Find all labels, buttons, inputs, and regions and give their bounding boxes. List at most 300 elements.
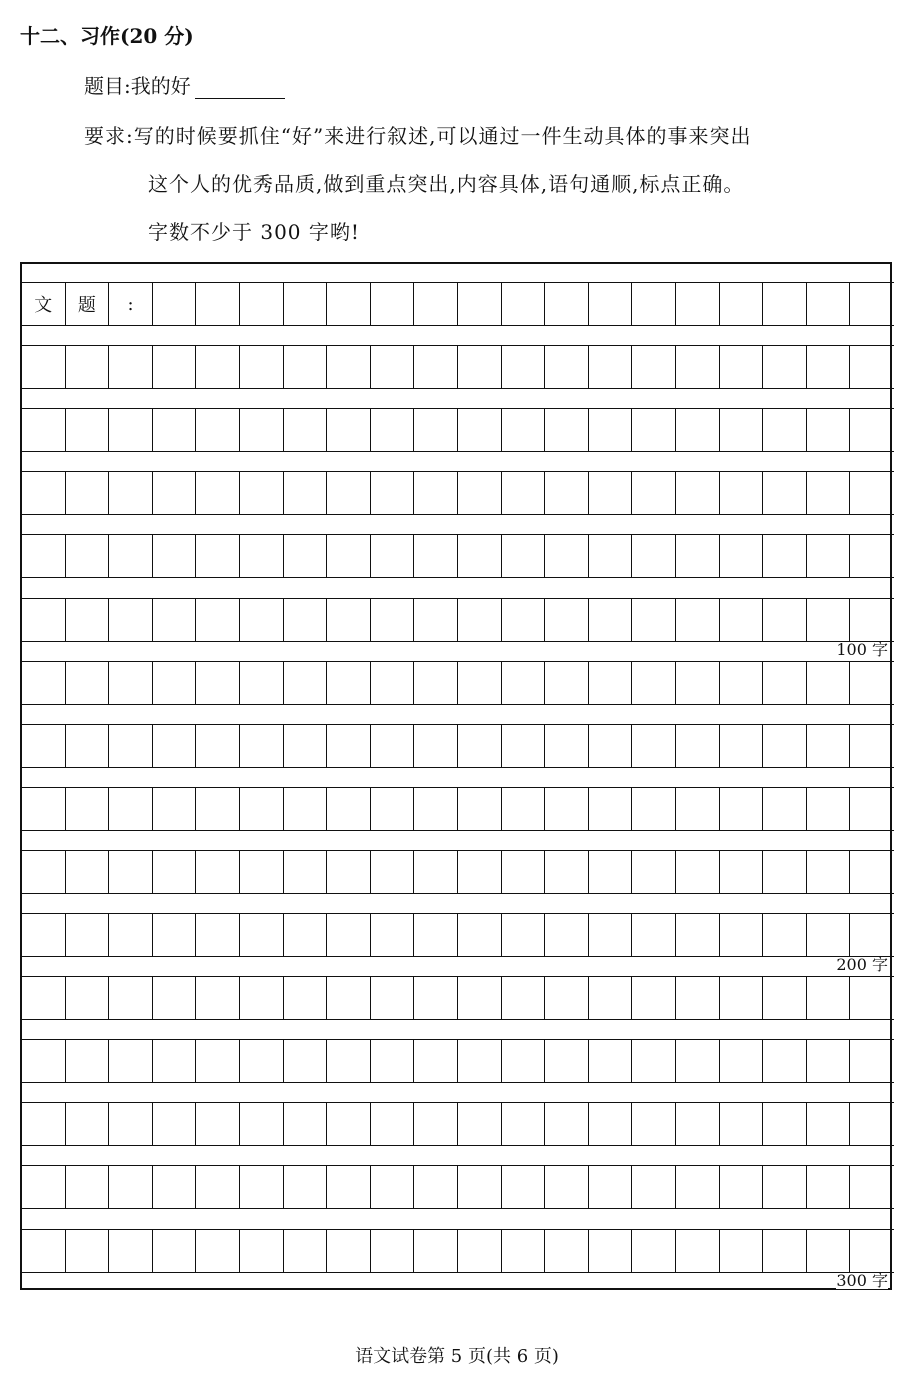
grid-cell[interactable] bbox=[720, 471, 764, 515]
grid-cell[interactable] bbox=[458, 408, 502, 452]
grid-cell[interactable] bbox=[22, 534, 66, 578]
grid-cell[interactable] bbox=[66, 661, 110, 705]
grid-cell[interactable] bbox=[458, 345, 502, 389]
grid-cell[interactable] bbox=[109, 724, 153, 768]
grid-cell[interactable] bbox=[850, 534, 894, 578]
grid-cell[interactable] bbox=[676, 724, 720, 768]
grid-cell[interactable] bbox=[153, 408, 197, 452]
grid-cell[interactable] bbox=[589, 1102, 633, 1146]
grid-cell[interactable] bbox=[720, 1229, 764, 1273]
grid-cell[interactable] bbox=[589, 724, 633, 768]
grid-cell[interactable] bbox=[850, 787, 894, 831]
grid-cell[interactable] bbox=[240, 787, 284, 831]
grid-cell[interactable] bbox=[458, 976, 502, 1020]
grid-cell[interactable] bbox=[589, 976, 633, 1020]
grid-cell[interactable] bbox=[763, 598, 807, 642]
grid-cell[interactable] bbox=[22, 408, 66, 452]
grid-cell[interactable] bbox=[240, 471, 284, 515]
grid-cell[interactable] bbox=[458, 1102, 502, 1146]
grid-cell[interactable] bbox=[763, 534, 807, 578]
grid-cell[interactable] bbox=[109, 408, 153, 452]
grid-cell[interactable] bbox=[676, 1229, 720, 1273]
grid-cell[interactable] bbox=[676, 534, 720, 578]
grid-cell[interactable] bbox=[850, 850, 894, 894]
grid-cell[interactable] bbox=[66, 850, 110, 894]
grid-cell[interactable] bbox=[327, 1102, 371, 1146]
grid-cell[interactable] bbox=[720, 787, 764, 831]
grid-cell[interactable] bbox=[109, 1165, 153, 1209]
grid-cell[interactable] bbox=[458, 282, 502, 326]
grid-cell[interactable]: : bbox=[109, 282, 153, 326]
grid-cell[interactable] bbox=[371, 976, 415, 1020]
grid-cell[interactable] bbox=[66, 345, 110, 389]
grid-cell[interactable] bbox=[284, 598, 328, 642]
grid-cell[interactable] bbox=[414, 408, 458, 452]
grid-cell[interactable] bbox=[720, 1039, 764, 1083]
grid-cell[interactable] bbox=[589, 661, 633, 705]
grid-cell[interactable] bbox=[284, 534, 328, 578]
grid-cell[interactable] bbox=[153, 598, 197, 642]
grid-cell[interactable] bbox=[545, 1165, 589, 1209]
grid-cell[interactable] bbox=[371, 471, 415, 515]
grid-cell[interactable]: 文 bbox=[22, 282, 66, 326]
grid-cell[interactable] bbox=[807, 598, 851, 642]
grid-cell[interactable] bbox=[589, 1165, 633, 1209]
grid-cell[interactable] bbox=[284, 976, 328, 1020]
grid-cell[interactable] bbox=[414, 345, 458, 389]
grid-cell[interactable] bbox=[153, 1039, 197, 1083]
grid-cell[interactable] bbox=[720, 534, 764, 578]
grid-cell[interactable] bbox=[414, 1039, 458, 1083]
grid-cell[interactable] bbox=[632, 1165, 676, 1209]
grid-cell[interactable] bbox=[240, 534, 284, 578]
grid-cell[interactable] bbox=[589, 913, 633, 957]
grid-cell[interactable] bbox=[807, 534, 851, 578]
grid-cell[interactable] bbox=[632, 598, 676, 642]
grid-cell[interactable] bbox=[240, 345, 284, 389]
grid-cell[interactable] bbox=[240, 1229, 284, 1273]
grid-cell[interactable] bbox=[458, 1165, 502, 1209]
grid-cell[interactable] bbox=[720, 408, 764, 452]
composition-grid[interactable] bbox=[20, 262, 892, 1290]
grid-cell[interactable] bbox=[589, 471, 633, 515]
grid-cell[interactable] bbox=[371, 724, 415, 768]
grid-cell[interactable] bbox=[807, 1229, 851, 1273]
grid-cell[interactable] bbox=[327, 471, 371, 515]
grid-cell[interactable] bbox=[850, 1102, 894, 1146]
grid-cell[interactable] bbox=[632, 913, 676, 957]
grid-cell[interactable] bbox=[589, 408, 633, 452]
grid-cell[interactable] bbox=[632, 724, 676, 768]
grid-cell[interactable] bbox=[807, 787, 851, 831]
grid-cell[interactable] bbox=[458, 787, 502, 831]
grid-cell[interactable] bbox=[763, 345, 807, 389]
grid-cell[interactable] bbox=[763, 282, 807, 326]
grid-cell[interactable] bbox=[371, 1039, 415, 1083]
grid-cell[interactable] bbox=[589, 1039, 633, 1083]
grid-cell[interactable] bbox=[807, 1039, 851, 1083]
grid-cell[interactable] bbox=[284, 471, 328, 515]
grid-cell[interactable] bbox=[763, 913, 807, 957]
grid-cell[interactable] bbox=[153, 1165, 197, 1209]
grid-cell[interactable] bbox=[22, 598, 66, 642]
grid-cell[interactable] bbox=[545, 976, 589, 1020]
grid-cell[interactable] bbox=[414, 661, 458, 705]
grid-cell[interactable] bbox=[676, 1039, 720, 1083]
grid-cell[interactable] bbox=[545, 1039, 589, 1083]
grid-cell[interactable] bbox=[153, 1229, 197, 1273]
grid-cell[interactable] bbox=[196, 787, 240, 831]
grid-cell[interactable] bbox=[327, 661, 371, 705]
grid-cell[interactable] bbox=[545, 471, 589, 515]
grid-cell[interactable] bbox=[458, 1229, 502, 1273]
grid-cell[interactable] bbox=[850, 282, 894, 326]
grid-cell[interactable] bbox=[240, 913, 284, 957]
grid-cell[interactable] bbox=[109, 1102, 153, 1146]
grid-cell[interactable] bbox=[22, 787, 66, 831]
grid-cell[interactable] bbox=[414, 1102, 458, 1146]
grid-cell[interactable] bbox=[153, 661, 197, 705]
grid-cell[interactable] bbox=[807, 282, 851, 326]
grid-cell[interactable] bbox=[502, 282, 546, 326]
grid-cell[interactable] bbox=[22, 345, 66, 389]
grid-cell[interactable] bbox=[327, 976, 371, 1020]
grid-cell[interactable] bbox=[545, 1102, 589, 1146]
grid-cell[interactable] bbox=[676, 1102, 720, 1146]
grid-cell[interactable] bbox=[371, 1229, 415, 1273]
grid-cell[interactable] bbox=[66, 1229, 110, 1273]
grid-cell[interactable] bbox=[196, 282, 240, 326]
grid-cell[interactable] bbox=[371, 408, 415, 452]
grid-cell[interactable] bbox=[763, 787, 807, 831]
grid-cell[interactable] bbox=[676, 345, 720, 389]
grid-cell[interactable] bbox=[284, 1102, 328, 1146]
grid-cell[interactable] bbox=[632, 471, 676, 515]
grid-cell[interactable] bbox=[22, 661, 66, 705]
grid-cell[interactable] bbox=[502, 661, 546, 705]
grid-cell[interactable] bbox=[284, 408, 328, 452]
grid-cell[interactable] bbox=[807, 471, 851, 515]
grid-cell[interactable] bbox=[632, 345, 676, 389]
grid-cell[interactable] bbox=[676, 913, 720, 957]
grid-cell[interactable] bbox=[850, 471, 894, 515]
grid-cell[interactable] bbox=[284, 282, 328, 326]
grid-cell[interactable] bbox=[414, 534, 458, 578]
grid-cell[interactable] bbox=[66, 1165, 110, 1209]
grid-cell[interactable] bbox=[545, 1229, 589, 1273]
grid-cell[interactable] bbox=[502, 408, 546, 452]
grid-cell[interactable] bbox=[196, 661, 240, 705]
grid-cell[interactable] bbox=[502, 1165, 546, 1209]
grid-cell[interactable] bbox=[371, 282, 415, 326]
grid-cell[interactable] bbox=[807, 976, 851, 1020]
grid-cell[interactable] bbox=[850, 1229, 894, 1273]
grid-cell[interactable] bbox=[371, 913, 415, 957]
grid-cell[interactable] bbox=[458, 913, 502, 957]
grid-cell[interactable] bbox=[196, 345, 240, 389]
grid-cell[interactable] bbox=[632, 282, 676, 326]
grid-cell[interactable] bbox=[632, 661, 676, 705]
grid-cell[interactable] bbox=[850, 724, 894, 768]
grid-cell[interactable] bbox=[22, 913, 66, 957]
grid-cell[interactable] bbox=[720, 976, 764, 1020]
grid-cell[interactable] bbox=[66, 1039, 110, 1083]
grid-cell[interactable] bbox=[850, 345, 894, 389]
grid-cell[interactable] bbox=[109, 345, 153, 389]
grid-cell[interactable] bbox=[196, 850, 240, 894]
grid-cell[interactable] bbox=[22, 1165, 66, 1209]
grid-cell[interactable] bbox=[109, 1229, 153, 1273]
grid-cell[interactable] bbox=[720, 1165, 764, 1209]
grid-cell[interactable] bbox=[240, 1165, 284, 1209]
grid-cell[interactable] bbox=[371, 534, 415, 578]
grid-cell[interactable] bbox=[458, 724, 502, 768]
grid-cell[interactable] bbox=[763, 408, 807, 452]
grid-cell[interactable] bbox=[196, 913, 240, 957]
grid-cell[interactable] bbox=[850, 1165, 894, 1209]
grid-cell[interactable] bbox=[109, 850, 153, 894]
grid-cell[interactable] bbox=[196, 1039, 240, 1083]
grid-cell[interactable] bbox=[807, 724, 851, 768]
grid-cell[interactable] bbox=[545, 534, 589, 578]
grid-cell[interactable] bbox=[589, 598, 633, 642]
grid-cell[interactable] bbox=[502, 724, 546, 768]
grid-cell[interactable] bbox=[66, 598, 110, 642]
grid-cell[interactable] bbox=[502, 598, 546, 642]
grid-cell[interactable] bbox=[196, 724, 240, 768]
grid-cell[interactable] bbox=[676, 661, 720, 705]
grid-cell[interactable] bbox=[763, 1102, 807, 1146]
grid-cell[interactable] bbox=[763, 976, 807, 1020]
grid-cell[interactable] bbox=[196, 598, 240, 642]
grid-cell[interactable] bbox=[109, 534, 153, 578]
grid-cell[interactable] bbox=[284, 1229, 328, 1273]
grid-cell[interactable] bbox=[284, 724, 328, 768]
grid-cell[interactable] bbox=[66, 534, 110, 578]
grid-cell[interactable] bbox=[284, 850, 328, 894]
grid-cell[interactable] bbox=[284, 345, 328, 389]
grid-cell[interactable] bbox=[632, 976, 676, 1020]
grid-cell[interactable] bbox=[850, 1039, 894, 1083]
grid-cell[interactable] bbox=[589, 787, 633, 831]
grid-cell[interactable] bbox=[763, 1229, 807, 1273]
grid-cell[interactable] bbox=[284, 787, 328, 831]
grid-cell[interactable] bbox=[327, 598, 371, 642]
grid-cell[interactable] bbox=[720, 913, 764, 957]
grid-cell[interactable] bbox=[153, 787, 197, 831]
grid-cell[interactable] bbox=[807, 850, 851, 894]
grid-cell[interactable] bbox=[240, 408, 284, 452]
grid-cell[interactable] bbox=[371, 1102, 415, 1146]
grid-cell[interactable] bbox=[240, 1102, 284, 1146]
grid-cell[interactable] bbox=[589, 850, 633, 894]
grid-cell[interactable] bbox=[284, 1165, 328, 1209]
grid-cell[interactable] bbox=[240, 282, 284, 326]
grid-cell[interactable] bbox=[327, 724, 371, 768]
grid-cell[interactable] bbox=[720, 598, 764, 642]
grid-cell[interactable] bbox=[414, 850, 458, 894]
grid-cell[interactable] bbox=[589, 282, 633, 326]
grid-cell[interactable] bbox=[807, 913, 851, 957]
grid-cell[interactable] bbox=[414, 471, 458, 515]
grid-cell[interactable] bbox=[371, 787, 415, 831]
grid-cell[interactable] bbox=[414, 913, 458, 957]
grid-cell[interactable] bbox=[153, 345, 197, 389]
grid-cell[interactable] bbox=[545, 787, 589, 831]
grid-cell[interactable] bbox=[327, 850, 371, 894]
grid-cell[interactable] bbox=[676, 1165, 720, 1209]
grid-cell[interactable] bbox=[458, 598, 502, 642]
grid-cell[interactable] bbox=[676, 787, 720, 831]
grid-cell[interactable] bbox=[109, 913, 153, 957]
grid-cell[interactable] bbox=[545, 913, 589, 957]
grid-cell[interactable] bbox=[22, 724, 66, 768]
grid-cell[interactable] bbox=[240, 976, 284, 1020]
grid-cell[interactable] bbox=[545, 850, 589, 894]
grid-cell[interactable] bbox=[589, 534, 633, 578]
grid-cell[interactable] bbox=[458, 534, 502, 578]
grid-cell[interactable] bbox=[109, 471, 153, 515]
grid-cell[interactable] bbox=[196, 408, 240, 452]
grid-cell[interactable] bbox=[850, 913, 894, 957]
grid-cell[interactable] bbox=[66, 471, 110, 515]
grid-cell[interactable] bbox=[153, 282, 197, 326]
grid-cell[interactable] bbox=[807, 408, 851, 452]
grid-cell[interactable] bbox=[153, 913, 197, 957]
grid-cell[interactable] bbox=[676, 408, 720, 452]
grid-cell[interactable] bbox=[22, 471, 66, 515]
grid-cell[interactable] bbox=[763, 850, 807, 894]
grid-cell[interactable] bbox=[196, 534, 240, 578]
grid-cell[interactable] bbox=[676, 850, 720, 894]
grid-cell[interactable] bbox=[807, 345, 851, 389]
grid-cell[interactable] bbox=[458, 850, 502, 894]
grid-cell[interactable] bbox=[153, 976, 197, 1020]
grid-cell[interactable] bbox=[458, 1039, 502, 1083]
grid-cell[interactable] bbox=[196, 471, 240, 515]
grid-cell[interactable] bbox=[720, 1102, 764, 1146]
grid-cell[interactable] bbox=[807, 1165, 851, 1209]
grid-cell[interactable] bbox=[502, 787, 546, 831]
grid-cell[interactable] bbox=[327, 1229, 371, 1273]
grid-cell[interactable] bbox=[240, 850, 284, 894]
grid-cell[interactable] bbox=[720, 345, 764, 389]
grid-cell[interactable] bbox=[153, 850, 197, 894]
grid-cell[interactable] bbox=[327, 1165, 371, 1209]
grid-cell[interactable] bbox=[240, 598, 284, 642]
grid-cell[interactable] bbox=[458, 661, 502, 705]
grid-cell[interactable] bbox=[720, 282, 764, 326]
grid-cell[interactable] bbox=[22, 1102, 66, 1146]
grid-cell[interactable] bbox=[196, 1229, 240, 1273]
grid-cell[interactable] bbox=[414, 787, 458, 831]
grid-cell[interactable] bbox=[763, 661, 807, 705]
grid-cell[interactable] bbox=[22, 1039, 66, 1083]
grid-cell[interactable] bbox=[240, 1039, 284, 1083]
grid-cell[interactable] bbox=[371, 850, 415, 894]
grid-cell[interactable] bbox=[327, 345, 371, 389]
grid-cell[interactable] bbox=[807, 1102, 851, 1146]
grid-cell[interactable] bbox=[676, 598, 720, 642]
grid-cell[interactable] bbox=[720, 850, 764, 894]
grid-cell[interactable] bbox=[66, 408, 110, 452]
grid-cell[interactable] bbox=[720, 661, 764, 705]
topic-blank[interactable] bbox=[195, 74, 285, 99]
grid-cell[interactable] bbox=[502, 471, 546, 515]
grid-cell[interactable] bbox=[589, 345, 633, 389]
grid-cell[interactable] bbox=[545, 408, 589, 452]
grid-cell[interactable] bbox=[502, 345, 546, 389]
grid-cell[interactable] bbox=[371, 1165, 415, 1209]
grid-cell[interactable] bbox=[414, 1165, 458, 1209]
grid-cell[interactable] bbox=[502, 534, 546, 578]
grid-cell[interactable] bbox=[676, 976, 720, 1020]
grid-cell[interactable] bbox=[240, 724, 284, 768]
grid-cell[interactable] bbox=[502, 1102, 546, 1146]
grid-cell[interactable] bbox=[327, 787, 371, 831]
grid-cell[interactable] bbox=[676, 471, 720, 515]
grid-cell[interactable] bbox=[807, 661, 851, 705]
grid-cell[interactable] bbox=[632, 408, 676, 452]
grid-cell[interactable] bbox=[545, 598, 589, 642]
grid-cell[interactable] bbox=[66, 724, 110, 768]
grid-cell[interactable] bbox=[22, 1229, 66, 1273]
grid-cell[interactable] bbox=[371, 598, 415, 642]
grid-cell[interactable] bbox=[196, 1102, 240, 1146]
grid-cell[interactable] bbox=[66, 1102, 110, 1146]
grid-cell[interactable] bbox=[502, 1039, 546, 1083]
grid-cell[interactable] bbox=[763, 1165, 807, 1209]
grid-cell[interactable] bbox=[632, 850, 676, 894]
grid-cell[interactable] bbox=[502, 850, 546, 894]
grid-cell[interactable] bbox=[632, 534, 676, 578]
grid-cell[interactable] bbox=[850, 976, 894, 1020]
grid-cell[interactable] bbox=[632, 1229, 676, 1273]
grid-cell[interactable] bbox=[109, 787, 153, 831]
grid-cell[interactable] bbox=[371, 345, 415, 389]
grid-cell[interactable] bbox=[109, 661, 153, 705]
grid-cell[interactable] bbox=[414, 976, 458, 1020]
grid-cell[interactable] bbox=[502, 913, 546, 957]
grid-cell[interactable] bbox=[240, 661, 284, 705]
grid-cell[interactable] bbox=[632, 787, 676, 831]
grid-cell[interactable] bbox=[196, 1165, 240, 1209]
grid-cell[interactable] bbox=[284, 913, 328, 957]
grid-cell[interactable] bbox=[22, 850, 66, 894]
grid-cell[interactable] bbox=[763, 1039, 807, 1083]
grid-cell[interactable] bbox=[545, 345, 589, 389]
grid-cell[interactable] bbox=[22, 976, 66, 1020]
grid-cell[interactable] bbox=[458, 471, 502, 515]
grid-cell[interactable] bbox=[414, 282, 458, 326]
grid-cell[interactable] bbox=[502, 976, 546, 1020]
grid-cell[interactable] bbox=[414, 724, 458, 768]
grid-cell[interactable] bbox=[327, 913, 371, 957]
grid-cell[interactable] bbox=[632, 1039, 676, 1083]
grid-cell[interactable]: 题 bbox=[66, 282, 110, 326]
grid-cell[interactable] bbox=[850, 408, 894, 452]
grid-cell[interactable] bbox=[589, 1229, 633, 1273]
grid-cell[interactable] bbox=[676, 282, 720, 326]
grid-cell[interactable] bbox=[284, 661, 328, 705]
grid-cell[interactable] bbox=[66, 913, 110, 957]
grid-cell[interactable] bbox=[414, 598, 458, 642]
grid-cell[interactable] bbox=[414, 1229, 458, 1273]
grid-cell[interactable] bbox=[850, 598, 894, 642]
grid-cell[interactable] bbox=[545, 661, 589, 705]
grid-cell[interactable] bbox=[850, 661, 894, 705]
grid-cell[interactable] bbox=[763, 724, 807, 768]
